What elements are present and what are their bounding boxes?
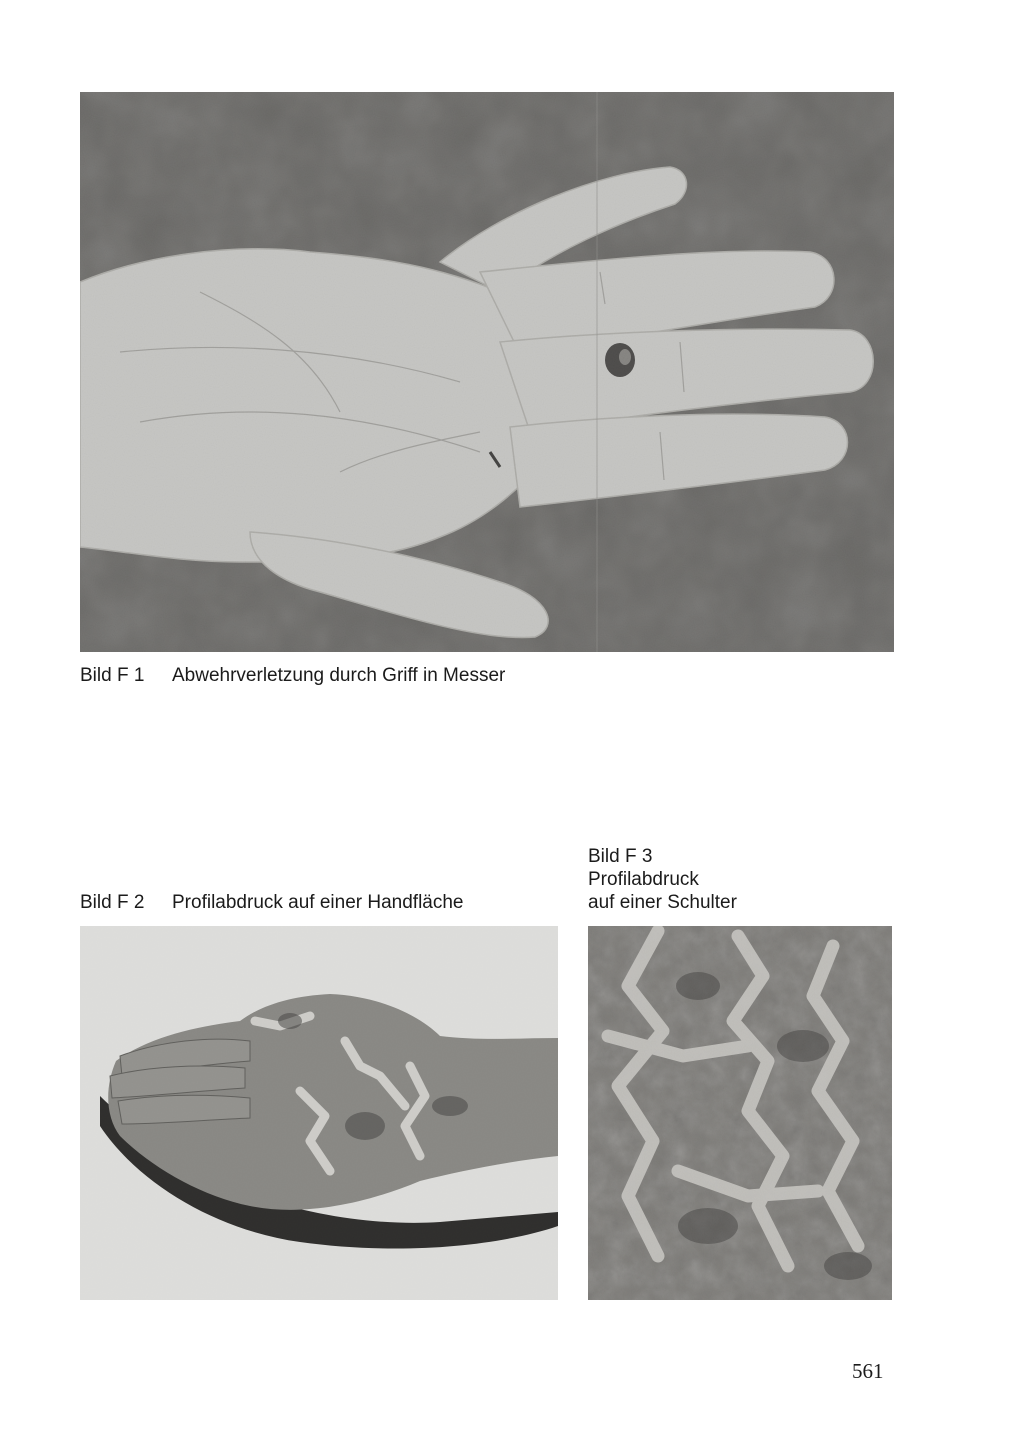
figure-f2-label: Bild F 2 (80, 892, 145, 913)
figure-f2-caption (80, 891, 464, 915)
figure-f3-caption-line2: auf einer Schulter (588, 892, 737, 913)
figure-f2-caption-text: Profilabdruck auf einer Handfläche (172, 892, 464, 913)
figure-f3-caption-line1: Profilabdruck (588, 869, 699, 890)
figure-f1-caption-text: Abwehrverletzung durch Griff in Messer (172, 665, 506, 686)
figure-f1-photo (80, 92, 894, 652)
figure-f3-caption (588, 845, 737, 914)
shoulder-print-photo-image (588, 926, 892, 1300)
figure-f3-label: Bild F 3 (588, 846, 653, 867)
figure-f1-caption (80, 664, 505, 688)
hand-photo-image (80, 92, 894, 652)
figure-f1-label: Bild F 1 (80, 665, 145, 686)
page-number: 561 (852, 1359, 884, 1383)
figure-f2-photo (80, 926, 558, 1300)
figure-f3-photo (588, 926, 892, 1300)
palm-print-photo-image (80, 926, 558, 1300)
